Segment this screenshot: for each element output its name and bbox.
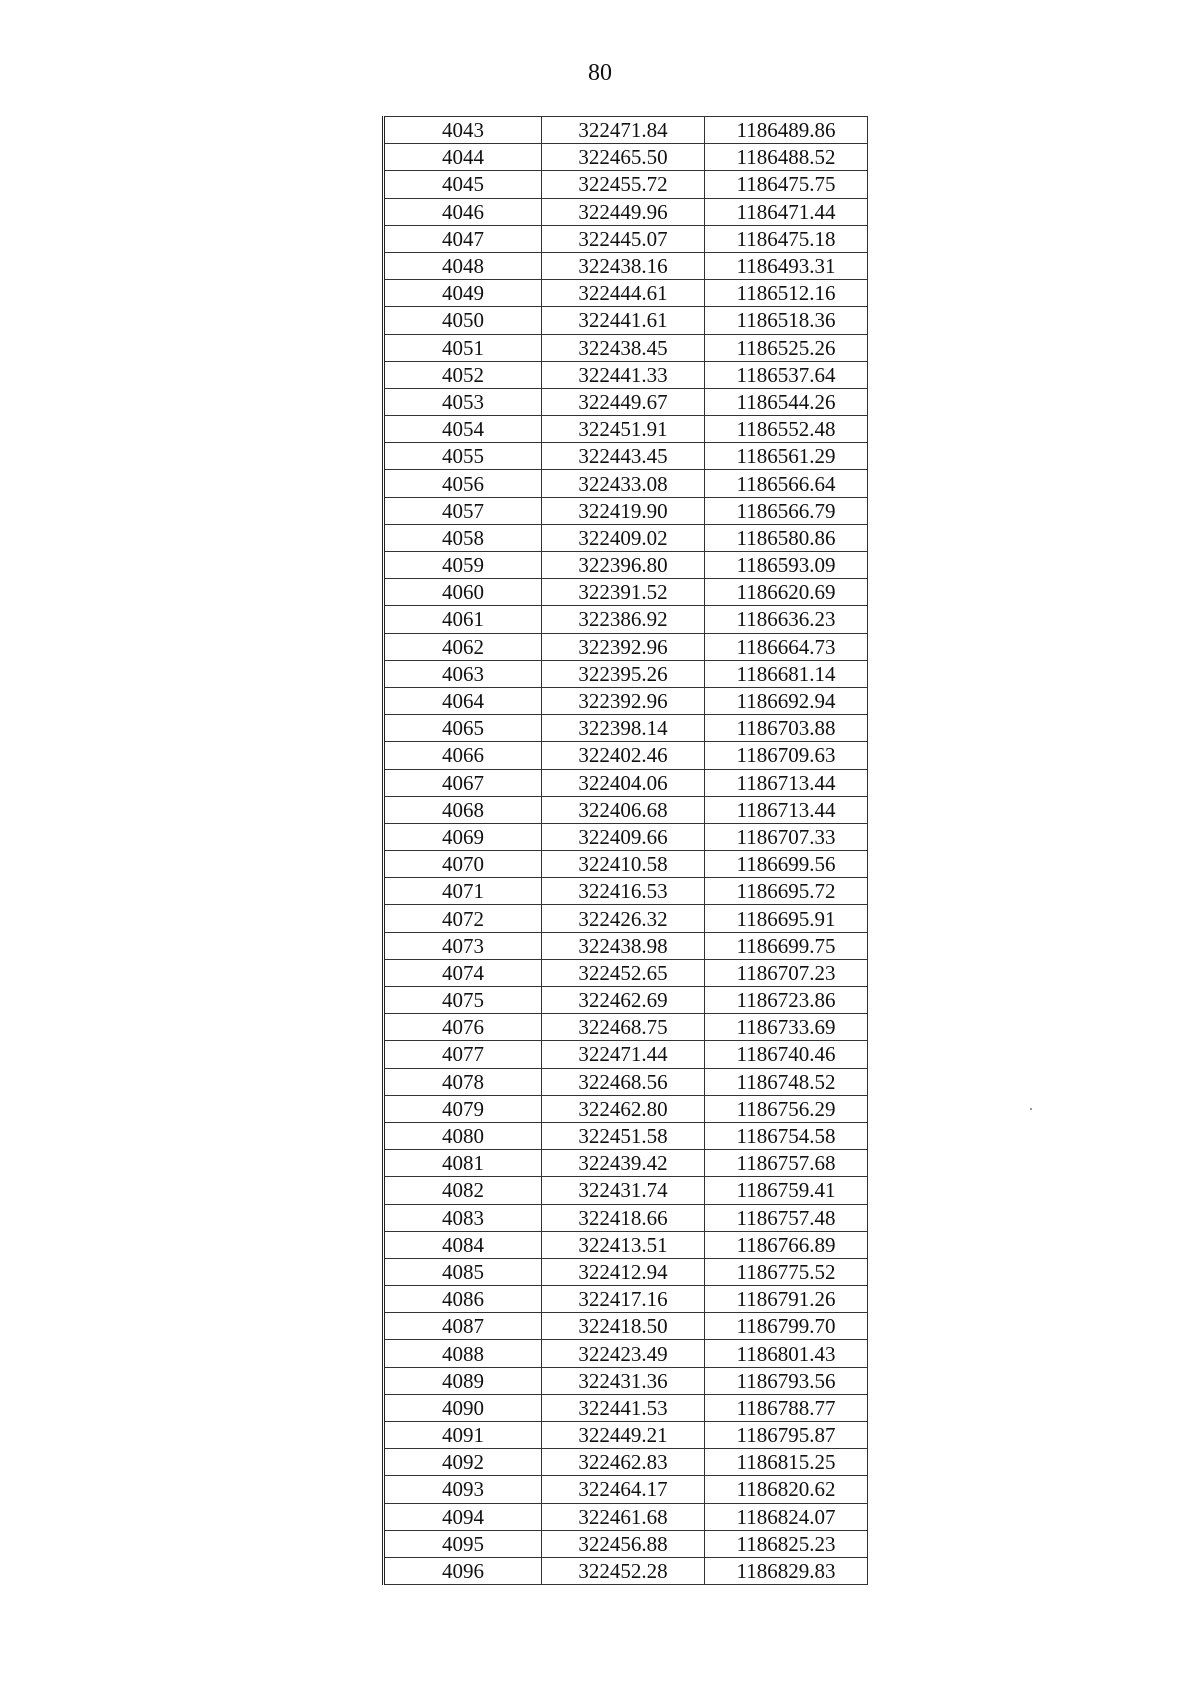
table-row — [384, 1313, 868, 1340]
table-row — [384, 1095, 868, 1122]
y-coordinate-cell: 1186489.86 — [705, 117, 868, 144]
point-number-cell: 4088 — [384, 1340, 542, 1367]
table-row — [384, 1476, 868, 1503]
x-coordinate-cell: 322416.53 — [542, 878, 705, 905]
y-coordinate-cell: 1186748.52 — [705, 1068, 868, 1095]
point-number-cell: 4078 — [384, 1068, 542, 1095]
x-coordinate-cell: 322404.06 — [542, 769, 705, 796]
y-coordinate-cell: 1186699.75 — [705, 932, 868, 959]
point-number-cell: 4072 — [384, 905, 542, 932]
table-row — [384, 1367, 868, 1394]
y-coordinate-cell: 1186692.94 — [705, 687, 868, 714]
y-coordinate-cell: 1186740.46 — [705, 1041, 868, 1068]
y-coordinate-cell: 1186723.86 — [705, 987, 868, 1014]
scan-speck — [1030, 1108, 1032, 1110]
point-number-cell: 4071 — [384, 878, 542, 905]
x-coordinate-cell: 322471.44 — [542, 1041, 705, 1068]
y-coordinate-cell: 1186829.83 — [705, 1557, 868, 1584]
x-coordinate-cell: 322395.26 — [542, 660, 705, 687]
table-row — [384, 823, 868, 850]
point-number-cell: 4062 — [384, 633, 542, 660]
y-coordinate-cell: 1186518.36 — [705, 307, 868, 334]
y-coordinate-cell: 1186815.25 — [705, 1449, 868, 1476]
table-row — [384, 878, 868, 905]
y-coordinate-cell: 1186488.52 — [705, 144, 868, 171]
y-coordinate-cell: 1186537.64 — [705, 361, 868, 388]
x-coordinate-cell: 322386.92 — [542, 606, 705, 633]
x-coordinate-cell: 322449.67 — [542, 388, 705, 415]
x-coordinate-cell: 322392.96 — [542, 633, 705, 660]
y-coordinate-cell: 1186620.69 — [705, 579, 868, 606]
table-row — [384, 1041, 868, 1068]
y-coordinate-cell: 1186512.16 — [705, 280, 868, 307]
point-number-cell: 4047 — [384, 225, 542, 252]
y-coordinate-cell: 1186709.63 — [705, 742, 868, 769]
x-coordinate-cell: 322444.61 — [542, 280, 705, 307]
table-row — [384, 307, 868, 334]
page-number: 80 — [588, 60, 612, 86]
table-row — [384, 742, 868, 769]
y-coordinate-cell: 1186788.77 — [705, 1394, 868, 1421]
coordinate-table-container — [382, 116, 866, 1585]
y-coordinate-cell: 1186757.68 — [705, 1150, 868, 1177]
point-number-cell: 4055 — [384, 443, 542, 470]
table-row — [384, 1394, 868, 1421]
y-coordinate-cell: 1186552.48 — [705, 416, 868, 443]
x-coordinate-cell: 322409.66 — [542, 823, 705, 850]
point-number-cell: 4058 — [384, 524, 542, 551]
point-number-cell: 4076 — [384, 1014, 542, 1041]
x-coordinate-cell: 322431.74 — [542, 1177, 705, 1204]
point-number-cell: 4083 — [384, 1204, 542, 1231]
y-coordinate-cell: 1186733.69 — [705, 1014, 868, 1041]
x-coordinate-cell: 322418.50 — [542, 1313, 705, 1340]
table-row — [384, 416, 868, 443]
point-number-cell: 4087 — [384, 1313, 542, 1340]
y-coordinate-cell: 1186795.87 — [705, 1422, 868, 1449]
table-row — [384, 1150, 868, 1177]
point-number-cell: 4070 — [384, 851, 542, 878]
y-coordinate-cell: 1186566.79 — [705, 497, 868, 524]
y-coordinate-cell: 1186713.44 — [705, 769, 868, 796]
table-row — [384, 117, 868, 144]
table-row — [384, 1177, 868, 1204]
point-number-cell: 4091 — [384, 1422, 542, 1449]
table-row — [384, 905, 868, 932]
point-number-cell: 4051 — [384, 334, 542, 361]
table-row — [384, 1422, 868, 1449]
y-coordinate-cell: 1186825.23 — [705, 1530, 868, 1557]
y-coordinate-cell: 1186793.56 — [705, 1367, 868, 1394]
y-coordinate-cell: 1186636.23 — [705, 606, 868, 633]
y-coordinate-cell: 1186791.26 — [705, 1286, 868, 1313]
y-coordinate-cell: 1186695.72 — [705, 878, 868, 905]
point-number-cell: 4061 — [384, 606, 542, 633]
point-number-cell: 4050 — [384, 307, 542, 334]
point-number-cell: 4044 — [384, 144, 542, 171]
table-row — [384, 1204, 868, 1231]
point-number-cell: 4069 — [384, 823, 542, 850]
x-coordinate-cell: 322449.21 — [542, 1422, 705, 1449]
y-coordinate-cell: 1186681.14 — [705, 660, 868, 687]
point-number-cell: 4067 — [384, 769, 542, 796]
table-row — [384, 959, 868, 986]
x-coordinate-cell: 322462.69 — [542, 987, 705, 1014]
point-number-cell: 4084 — [384, 1231, 542, 1258]
x-coordinate-cell: 322392.96 — [542, 687, 705, 714]
table-row — [384, 225, 868, 252]
y-coordinate-cell: 1186713.44 — [705, 796, 868, 823]
point-number-cell: 4045 — [384, 171, 542, 198]
x-coordinate-cell: 322438.16 — [542, 252, 705, 279]
point-number-cell: 4075 — [384, 987, 542, 1014]
x-coordinate-cell: 322402.46 — [542, 742, 705, 769]
y-coordinate-cell: 1186561.29 — [705, 443, 868, 470]
point-number-cell: 4064 — [384, 687, 542, 714]
point-number-cell: 4052 — [384, 361, 542, 388]
y-coordinate-cell: 1186566.64 — [705, 470, 868, 497]
table-row — [384, 198, 868, 225]
x-coordinate-cell: 322468.75 — [542, 1014, 705, 1041]
point-number-cell: 4086 — [384, 1286, 542, 1313]
table-row — [384, 470, 868, 497]
table-row — [384, 1014, 868, 1041]
point-number-cell: 4043 — [384, 117, 542, 144]
table-row — [384, 280, 868, 307]
table-row — [384, 687, 868, 714]
point-number-cell: 4048 — [384, 252, 542, 279]
point-number-cell: 4093 — [384, 1476, 542, 1503]
x-coordinate-cell: 322468.56 — [542, 1068, 705, 1095]
x-coordinate-cell: 322471.84 — [542, 117, 705, 144]
table-row — [384, 796, 868, 823]
y-coordinate-cell: 1186664.73 — [705, 633, 868, 660]
table-row — [384, 851, 868, 878]
y-coordinate-cell: 1186707.23 — [705, 959, 868, 986]
x-coordinate-cell: 322419.90 — [542, 497, 705, 524]
x-coordinate-cell: 322413.51 — [542, 1231, 705, 1258]
point-number-cell: 4068 — [384, 796, 542, 823]
x-coordinate-cell: 322452.28 — [542, 1557, 705, 1584]
table-row — [384, 1503, 868, 1530]
x-coordinate-cell: 322464.17 — [542, 1476, 705, 1503]
table-row — [384, 987, 868, 1014]
x-coordinate-cell: 322396.80 — [542, 552, 705, 579]
x-coordinate-cell: 322456.88 — [542, 1530, 705, 1557]
table-row — [384, 715, 868, 742]
table-row — [384, 1068, 868, 1095]
y-coordinate-cell: 1186820.62 — [705, 1476, 868, 1503]
point-number-cell: 4046 — [384, 198, 542, 225]
table-row — [384, 497, 868, 524]
point-number-cell: 4094 — [384, 1503, 542, 1530]
point-number-cell: 4063 — [384, 660, 542, 687]
y-coordinate-cell: 1186475.18 — [705, 225, 868, 252]
x-coordinate-cell: 322409.02 — [542, 524, 705, 551]
point-number-cell: 4049 — [384, 280, 542, 307]
point-number-cell: 4060 — [384, 579, 542, 606]
x-coordinate-cell: 322441.33 — [542, 361, 705, 388]
point-number-cell: 4095 — [384, 1530, 542, 1557]
y-coordinate-cell: 1186699.56 — [705, 851, 868, 878]
x-coordinate-cell: 322426.32 — [542, 905, 705, 932]
table-row — [384, 579, 868, 606]
table-row — [384, 361, 868, 388]
x-coordinate-cell: 322439.42 — [542, 1150, 705, 1177]
x-coordinate-cell: 322391.52 — [542, 579, 705, 606]
table-row — [384, 1530, 868, 1557]
point-number-cell: 4053 — [384, 388, 542, 415]
table-row — [384, 171, 868, 198]
x-coordinate-cell: 322410.58 — [542, 851, 705, 878]
table-row — [384, 524, 868, 551]
x-coordinate-cell: 322461.68 — [542, 1503, 705, 1530]
x-coordinate-cell: 322441.53 — [542, 1394, 705, 1421]
y-coordinate-cell: 1186525.26 — [705, 334, 868, 361]
point-number-cell: 4090 — [384, 1394, 542, 1421]
table-row — [384, 1286, 868, 1313]
x-coordinate-cell: 322445.07 — [542, 225, 705, 252]
y-coordinate-cell: 1186695.91 — [705, 905, 868, 932]
point-number-cell: 4089 — [384, 1367, 542, 1394]
table-row — [384, 1122, 868, 1149]
x-coordinate-cell: 322449.96 — [542, 198, 705, 225]
x-coordinate-cell: 322451.91 — [542, 416, 705, 443]
x-coordinate-cell: 322433.08 — [542, 470, 705, 497]
table-row — [384, 552, 868, 579]
y-coordinate-cell: 1186757.48 — [705, 1204, 868, 1231]
table-row — [384, 1258, 868, 1285]
x-coordinate-cell: 322406.68 — [542, 796, 705, 823]
table-row — [384, 334, 868, 361]
x-coordinate-cell: 322412.94 — [542, 1258, 705, 1285]
y-coordinate-cell: 1186775.52 — [705, 1258, 868, 1285]
coordinate-table — [382, 116, 868, 1585]
x-coordinate-cell: 322418.66 — [542, 1204, 705, 1231]
y-coordinate-cell: 1186471.44 — [705, 198, 868, 225]
point-number-cell: 4054 — [384, 416, 542, 443]
coordinate-table-body — [384, 117, 868, 1585]
table-row — [384, 606, 868, 633]
point-number-cell: 4079 — [384, 1095, 542, 1122]
x-coordinate-cell: 322431.36 — [542, 1367, 705, 1394]
table-row — [384, 1231, 868, 1258]
point-number-cell: 4092 — [384, 1449, 542, 1476]
point-number-cell: 4057 — [384, 497, 542, 524]
y-coordinate-cell: 1186707.33 — [705, 823, 868, 850]
table-row — [384, 443, 868, 470]
x-coordinate-cell: 322398.14 — [542, 715, 705, 742]
point-number-cell: 4096 — [384, 1557, 542, 1584]
x-coordinate-cell: 322465.50 — [542, 144, 705, 171]
x-coordinate-cell: 322441.61 — [542, 307, 705, 334]
point-number-cell: 4077 — [384, 1041, 542, 1068]
table-row — [384, 1557, 868, 1584]
x-coordinate-cell: 322451.58 — [542, 1122, 705, 1149]
y-coordinate-cell: 1186801.43 — [705, 1340, 868, 1367]
y-coordinate-cell: 1186759.41 — [705, 1177, 868, 1204]
y-coordinate-cell: 1186580.86 — [705, 524, 868, 551]
table-row — [384, 144, 868, 171]
y-coordinate-cell: 1186756.29 — [705, 1095, 868, 1122]
table-row — [384, 388, 868, 415]
point-number-cell: 4080 — [384, 1122, 542, 1149]
y-coordinate-cell: 1186703.88 — [705, 715, 868, 742]
x-coordinate-cell: 322462.80 — [542, 1095, 705, 1122]
table-row — [384, 660, 868, 687]
point-number-cell: 4073 — [384, 932, 542, 959]
table-row — [384, 633, 868, 660]
point-number-cell: 4066 — [384, 742, 542, 769]
table-row — [384, 769, 868, 796]
y-coordinate-cell: 1186766.89 — [705, 1231, 868, 1258]
point-number-cell: 4065 — [384, 715, 542, 742]
y-coordinate-cell: 1186593.09 — [705, 552, 868, 579]
y-coordinate-cell: 1186824.07 — [705, 1503, 868, 1530]
x-coordinate-cell: 322443.45 — [542, 443, 705, 470]
point-number-cell: 4056 — [384, 470, 542, 497]
x-coordinate-cell: 322462.83 — [542, 1449, 705, 1476]
x-coordinate-cell: 322438.45 — [542, 334, 705, 361]
point-number-cell: 4059 — [384, 552, 542, 579]
table-row — [384, 1340, 868, 1367]
y-coordinate-cell: 1186493.31 — [705, 252, 868, 279]
point-number-cell: 4081 — [384, 1150, 542, 1177]
x-coordinate-cell: 322417.16 — [542, 1286, 705, 1313]
point-number-cell: 4085 — [384, 1258, 542, 1285]
table-row — [384, 932, 868, 959]
y-coordinate-cell: 1186475.75 — [705, 171, 868, 198]
table-row — [384, 1449, 868, 1476]
y-coordinate-cell: 1186799.70 — [705, 1313, 868, 1340]
x-coordinate-cell: 322455.72 — [542, 171, 705, 198]
y-coordinate-cell: 1186754.58 — [705, 1122, 868, 1149]
x-coordinate-cell: 322452.65 — [542, 959, 705, 986]
table-row — [384, 252, 868, 279]
x-coordinate-cell: 322438.98 — [542, 932, 705, 959]
point-number-cell: 4074 — [384, 959, 542, 986]
point-number-cell: 4082 — [384, 1177, 542, 1204]
y-coordinate-cell: 1186544.26 — [705, 388, 868, 415]
x-coordinate-cell: 322423.49 — [542, 1340, 705, 1367]
